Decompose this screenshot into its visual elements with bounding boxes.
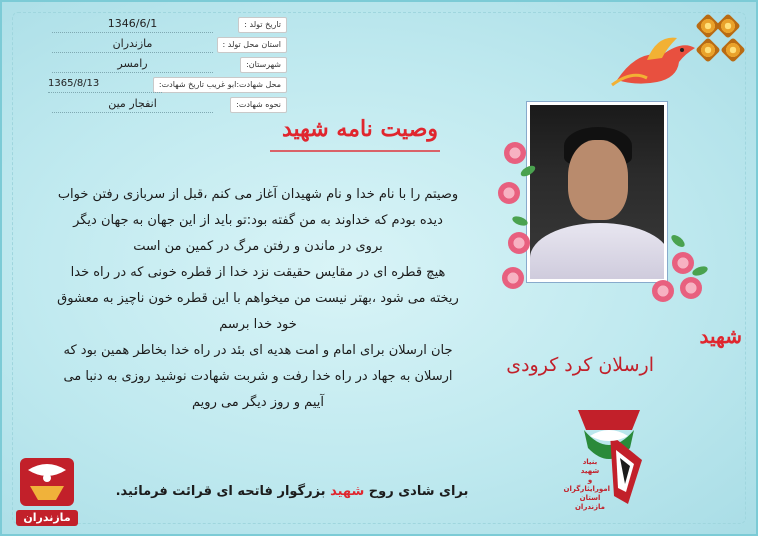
emblem-line: بنیاد — [582, 458, 598, 466]
will-line: آییم و روز دیگر می رویم — [192, 395, 324, 410]
will-text — [38, 182, 478, 416]
flower-icon — [502, 267, 524, 289]
flower-icon — [652, 280, 674, 302]
bird-ornament-icon — [607, 30, 697, 90]
emblem-line: و امورایثارگران — [563, 476, 610, 493]
info-value: 1346/6/1 — [52, 16, 213, 33]
info-panel — [48, 16, 287, 116]
info-label: نحوه شهادت: — [230, 97, 287, 113]
will-line: جان ارسلان برای امام و امت هدیه ای بئد در راه خدا بخاطر همین بود که — [63, 343, 453, 358]
info-row-cause — [52, 96, 287, 114]
title-underline — [270, 150, 440, 152]
photo-face — [568, 140, 628, 220]
page-title: وصیت نامه شهید — [281, 116, 438, 142]
info-label: تاریخ تولد : — [238, 17, 287, 33]
info-row-city — [52, 56, 287, 74]
shahid-name: ارسلان کرد کرودی — [506, 354, 654, 376]
info-label: استان محل تولد : — [217, 37, 287, 53]
leaf-icon — [691, 265, 709, 278]
logo-text: مازندران — [16, 510, 78, 526]
shahid-logo — [16, 452, 78, 532]
info-value: مازندران — [52, 36, 213, 53]
emblem-line: استان مازندران — [574, 494, 606, 511]
info-row-birth-date — [52, 16, 287, 34]
will-line: وصیتم را با نام خدا و نام شهیدان آغاز می کنم ،قبل از سربازی رفتن خواب — [57, 187, 459, 202]
flower-icon — [508, 232, 530, 254]
foundation-emblem — [563, 400, 648, 511]
will-line: خود خدا برسم — [219, 317, 297, 332]
footer-highlight: شهید — [330, 484, 365, 499]
footer-text-start: برای شادی روح — [364, 484, 469, 499]
info-value: رامسر — [52, 56, 213, 73]
footer-text-end: بزرگوار فاتحه ای قرائت فرمائید. — [115, 484, 331, 499]
info-row-birth-province — [52, 36, 287, 54]
portrait-frame — [502, 102, 712, 302]
logo-icon — [16, 452, 78, 512]
ornament-icon — [695, 37, 720, 62]
photo-shirt — [530, 223, 667, 282]
info-label: محل شهادت:ابو غریب تاریخ شهادت: — [153, 77, 287, 93]
footer-prayer — [102, 484, 482, 499]
info-value: انفجار مین — [52, 96, 213, 113]
flower-icon — [498, 182, 520, 204]
emblem-line: شهید — [580, 467, 600, 475]
info-row-martyrdom — [48, 76, 287, 94]
flower-icon — [680, 277, 702, 299]
shahid-label: شهید — [699, 324, 742, 348]
will-line: بروی در ماندن و رفتن مرگ در کمین من است — [133, 239, 383, 254]
will-line: دیده بودم که خداوند به من گفته بود:تو باید از این جهان به جهان دیگر — [73, 213, 443, 228]
info-label: شهرستان: — [240, 57, 287, 73]
will-line: هیچ قطره ای در مقایس حقیقت نزد خدا از قطره خونی که در راه خدا — [70, 265, 446, 280]
will-line: ارسلان به جهاد در راه خدا رفت و شربت شهادت نوشید روزی به دنبا می — [63, 369, 453, 384]
emblem-text — [563, 458, 610, 512]
corner-ornament — [698, 16, 744, 64]
leaf-icon — [669, 233, 686, 249]
ornament-icon — [715, 13, 740, 38]
ornament-icon — [720, 37, 745, 62]
martyr-photo — [527, 102, 667, 282]
flower-icon — [504, 142, 526, 164]
will-line: ریخته می شود ،بهتر نیست من میخواهم با این قطره خون ناچیز به معشوق — [57, 291, 459, 306]
info-value: 1365/8/13 — [48, 76, 162, 93]
flower-icon — [672, 252, 694, 274]
